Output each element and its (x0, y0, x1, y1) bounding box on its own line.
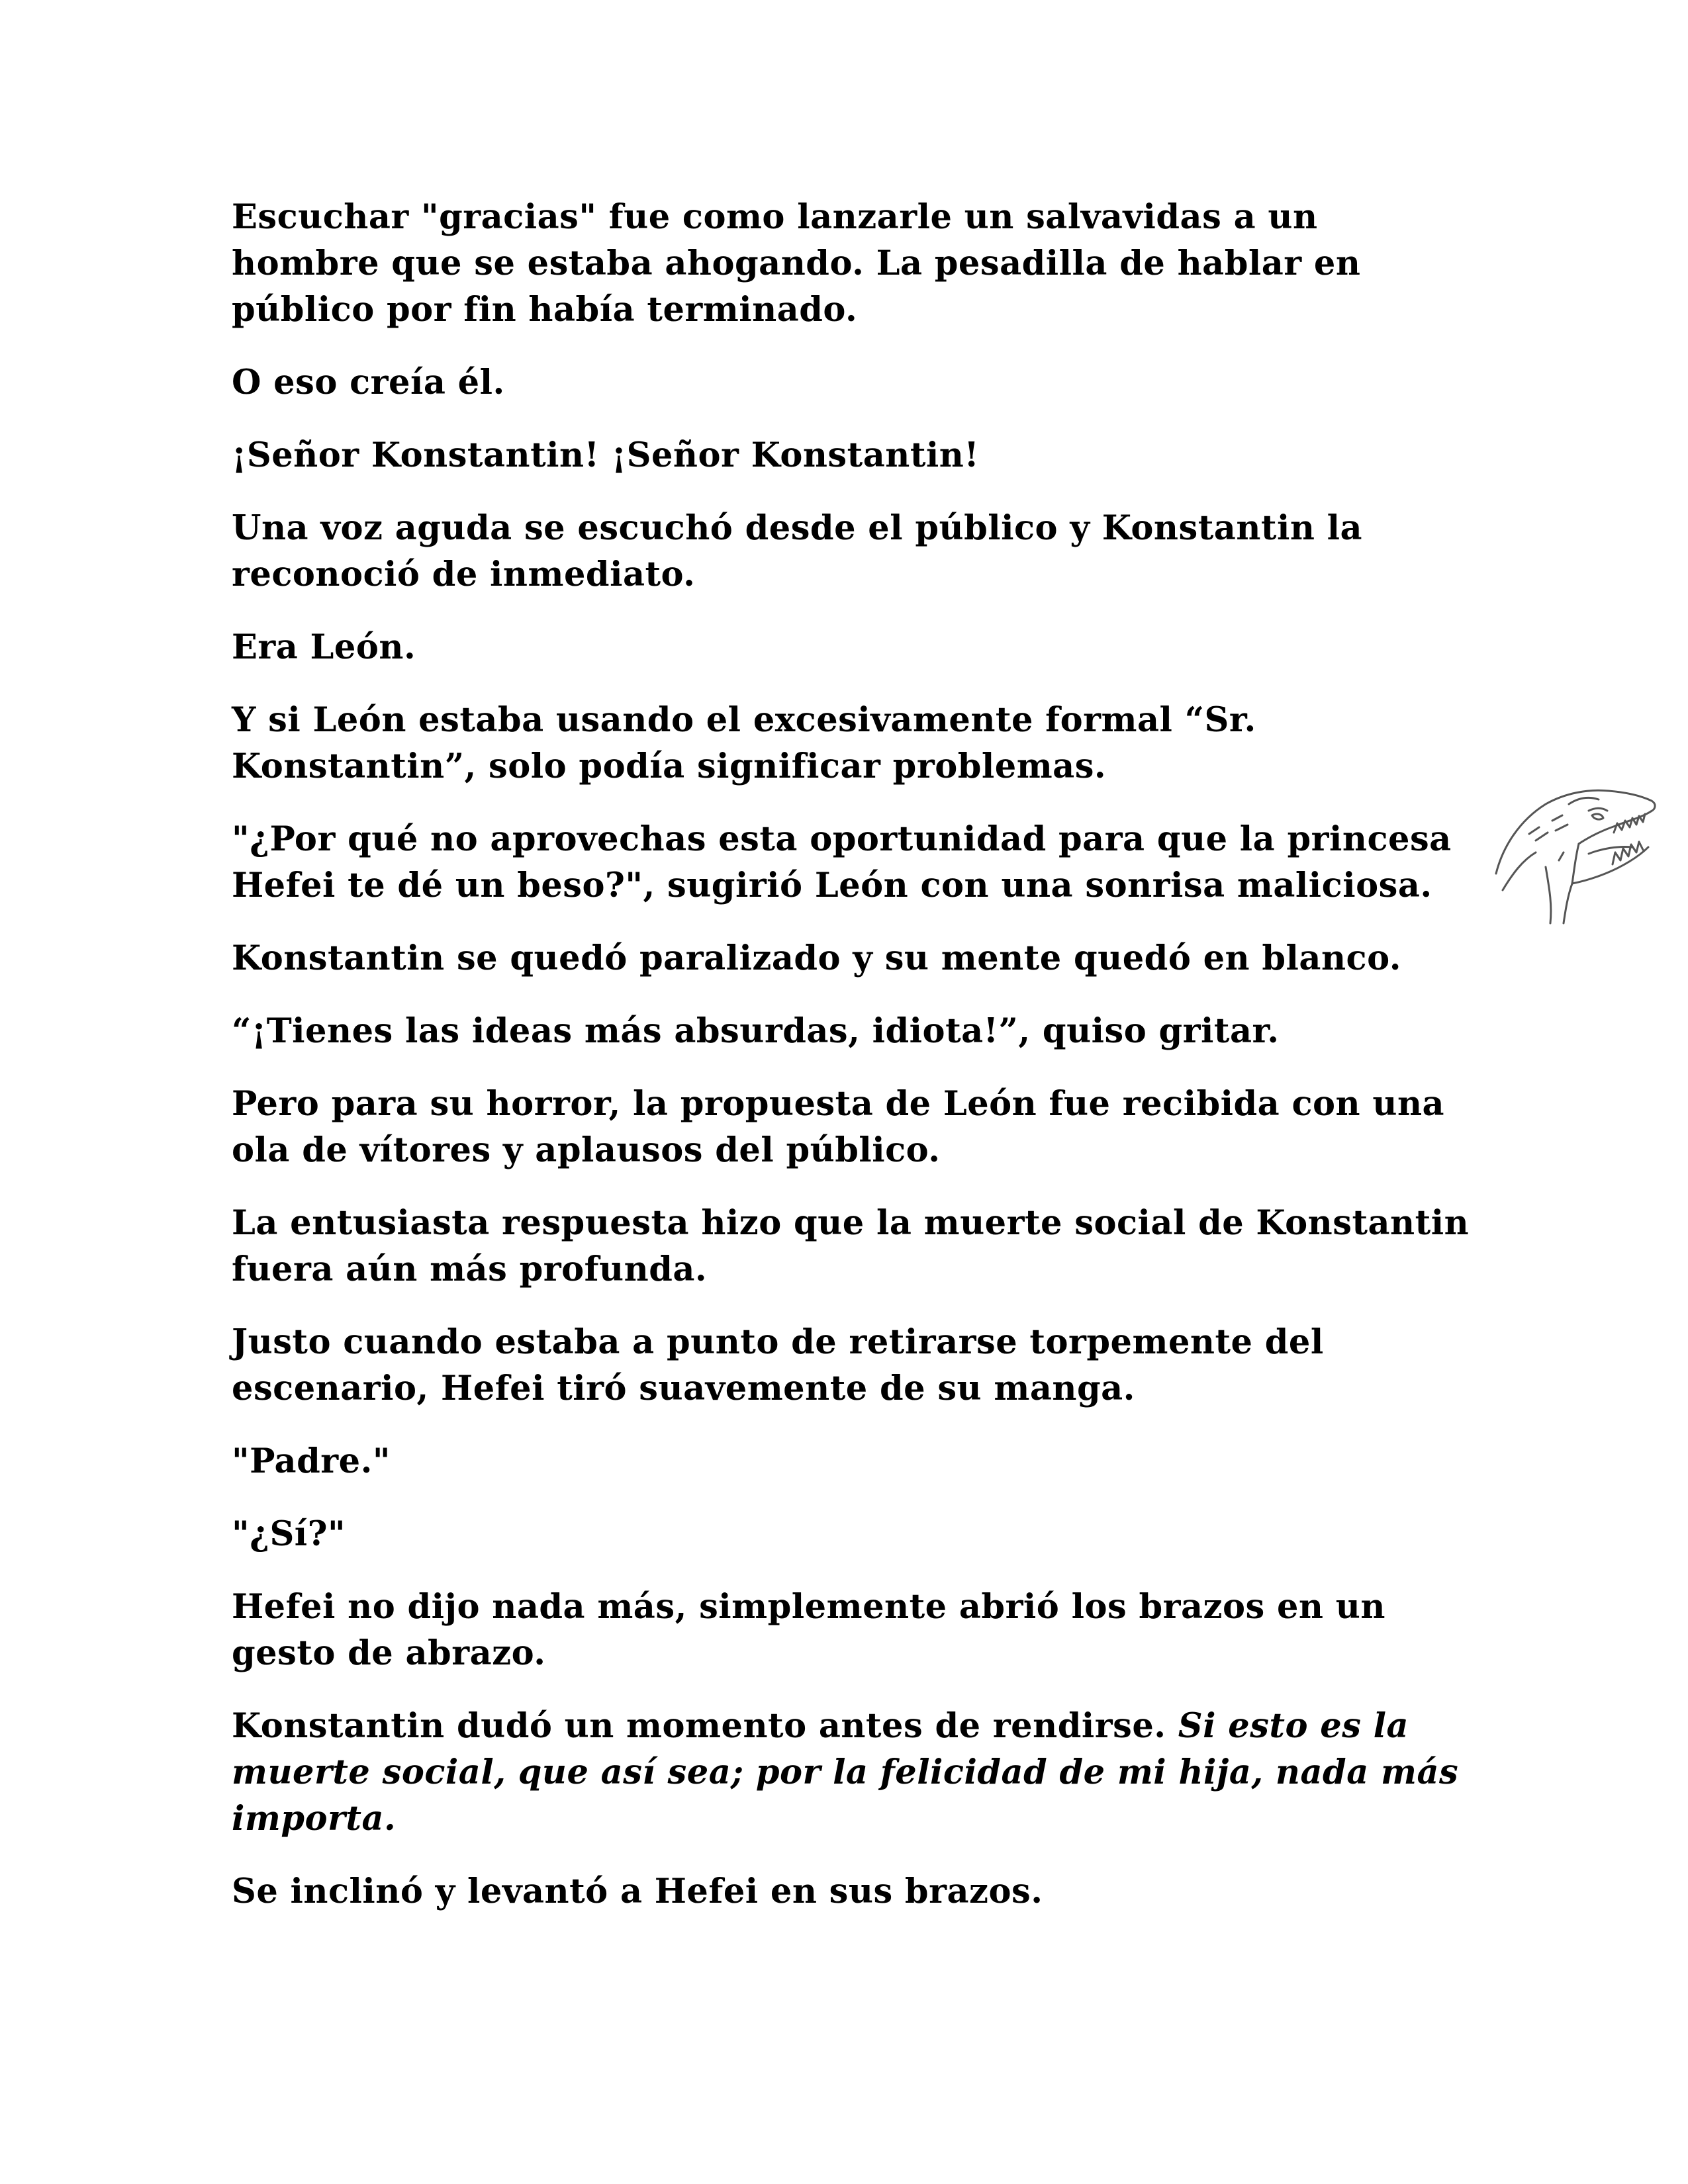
paragraph-1: Escuchar "gracias" fue como lanzarle un salvavidas a un hombre que se estaba ahogando. La pesadilla de hablar en público por fin había terminado. (232, 197, 1361, 330)
paragraph-16-plain: Konstantin dudó un momento antes de rendirse. (232, 1706, 1178, 1746)
paragraph-14: "¿Sí?" (232, 1514, 346, 1554)
paragraph-10: Pero para su horror, la propuesta de León fue recibida con una ola de vítores y aplausos del público. (232, 1084, 1445, 1170)
paragraph-2: O eso creía él. (232, 363, 505, 402)
paragraph-5: Era León. (232, 627, 416, 667)
dinosaur-head-sketch-icon (1489, 774, 1662, 927)
paragraph-3: ¡Señor Konstantin! ¡Señor Konstantin! (232, 435, 980, 475)
paragraph-11: La entusiasta respuesta hizo que la muerte social de Konstantin fuera aún más profunda. (232, 1203, 1470, 1289)
paragraph-17: Se inclinó y levantó a Hefei en sus brazos. (232, 1872, 1043, 1911)
paragraph-9: “¡Tienes las ideas más absurdas, idiota!”, quiso gritar. (232, 1011, 1280, 1051)
story-text (232, 194, 1476, 1941)
paragraph-12: Justo cuando estaba a punto de retirarse torpemente del escenario, Hefei tiró suavemente de su manga. (232, 1322, 1324, 1408)
paragraph-8: Konstantin se quedó paralizado y su mente quedó en blanco. (232, 938, 1401, 978)
paragraph-16-italic: Si esto es la muerte social, que así sea; por la felicidad de mi hija, nada más importa. (232, 1706, 1459, 1839)
paragraph-13: "Padre." (232, 1441, 391, 1481)
paragraph-4: Una voz aguda se escuchó desde el público y Konstantin la reconoció de inmediato. (232, 508, 1363, 594)
paragraph-15: Hefei no dijo nada más, simplemente abrió los brazos en un gesto de abrazo. (232, 1587, 1385, 1673)
paragraph-7: "¿Por qué no aprovechas esta oportunidad para que la princesa Hefei te dé un beso?", sugirió León con una sonrisa maliciosa. (232, 819, 1452, 905)
paragraph-16 (232, 1703, 1476, 1842)
paragraph-6: Y si León estaba usando el excesivamente formal “Sr. Konstantin”, solo podía significar problemas. (232, 700, 1256, 786)
